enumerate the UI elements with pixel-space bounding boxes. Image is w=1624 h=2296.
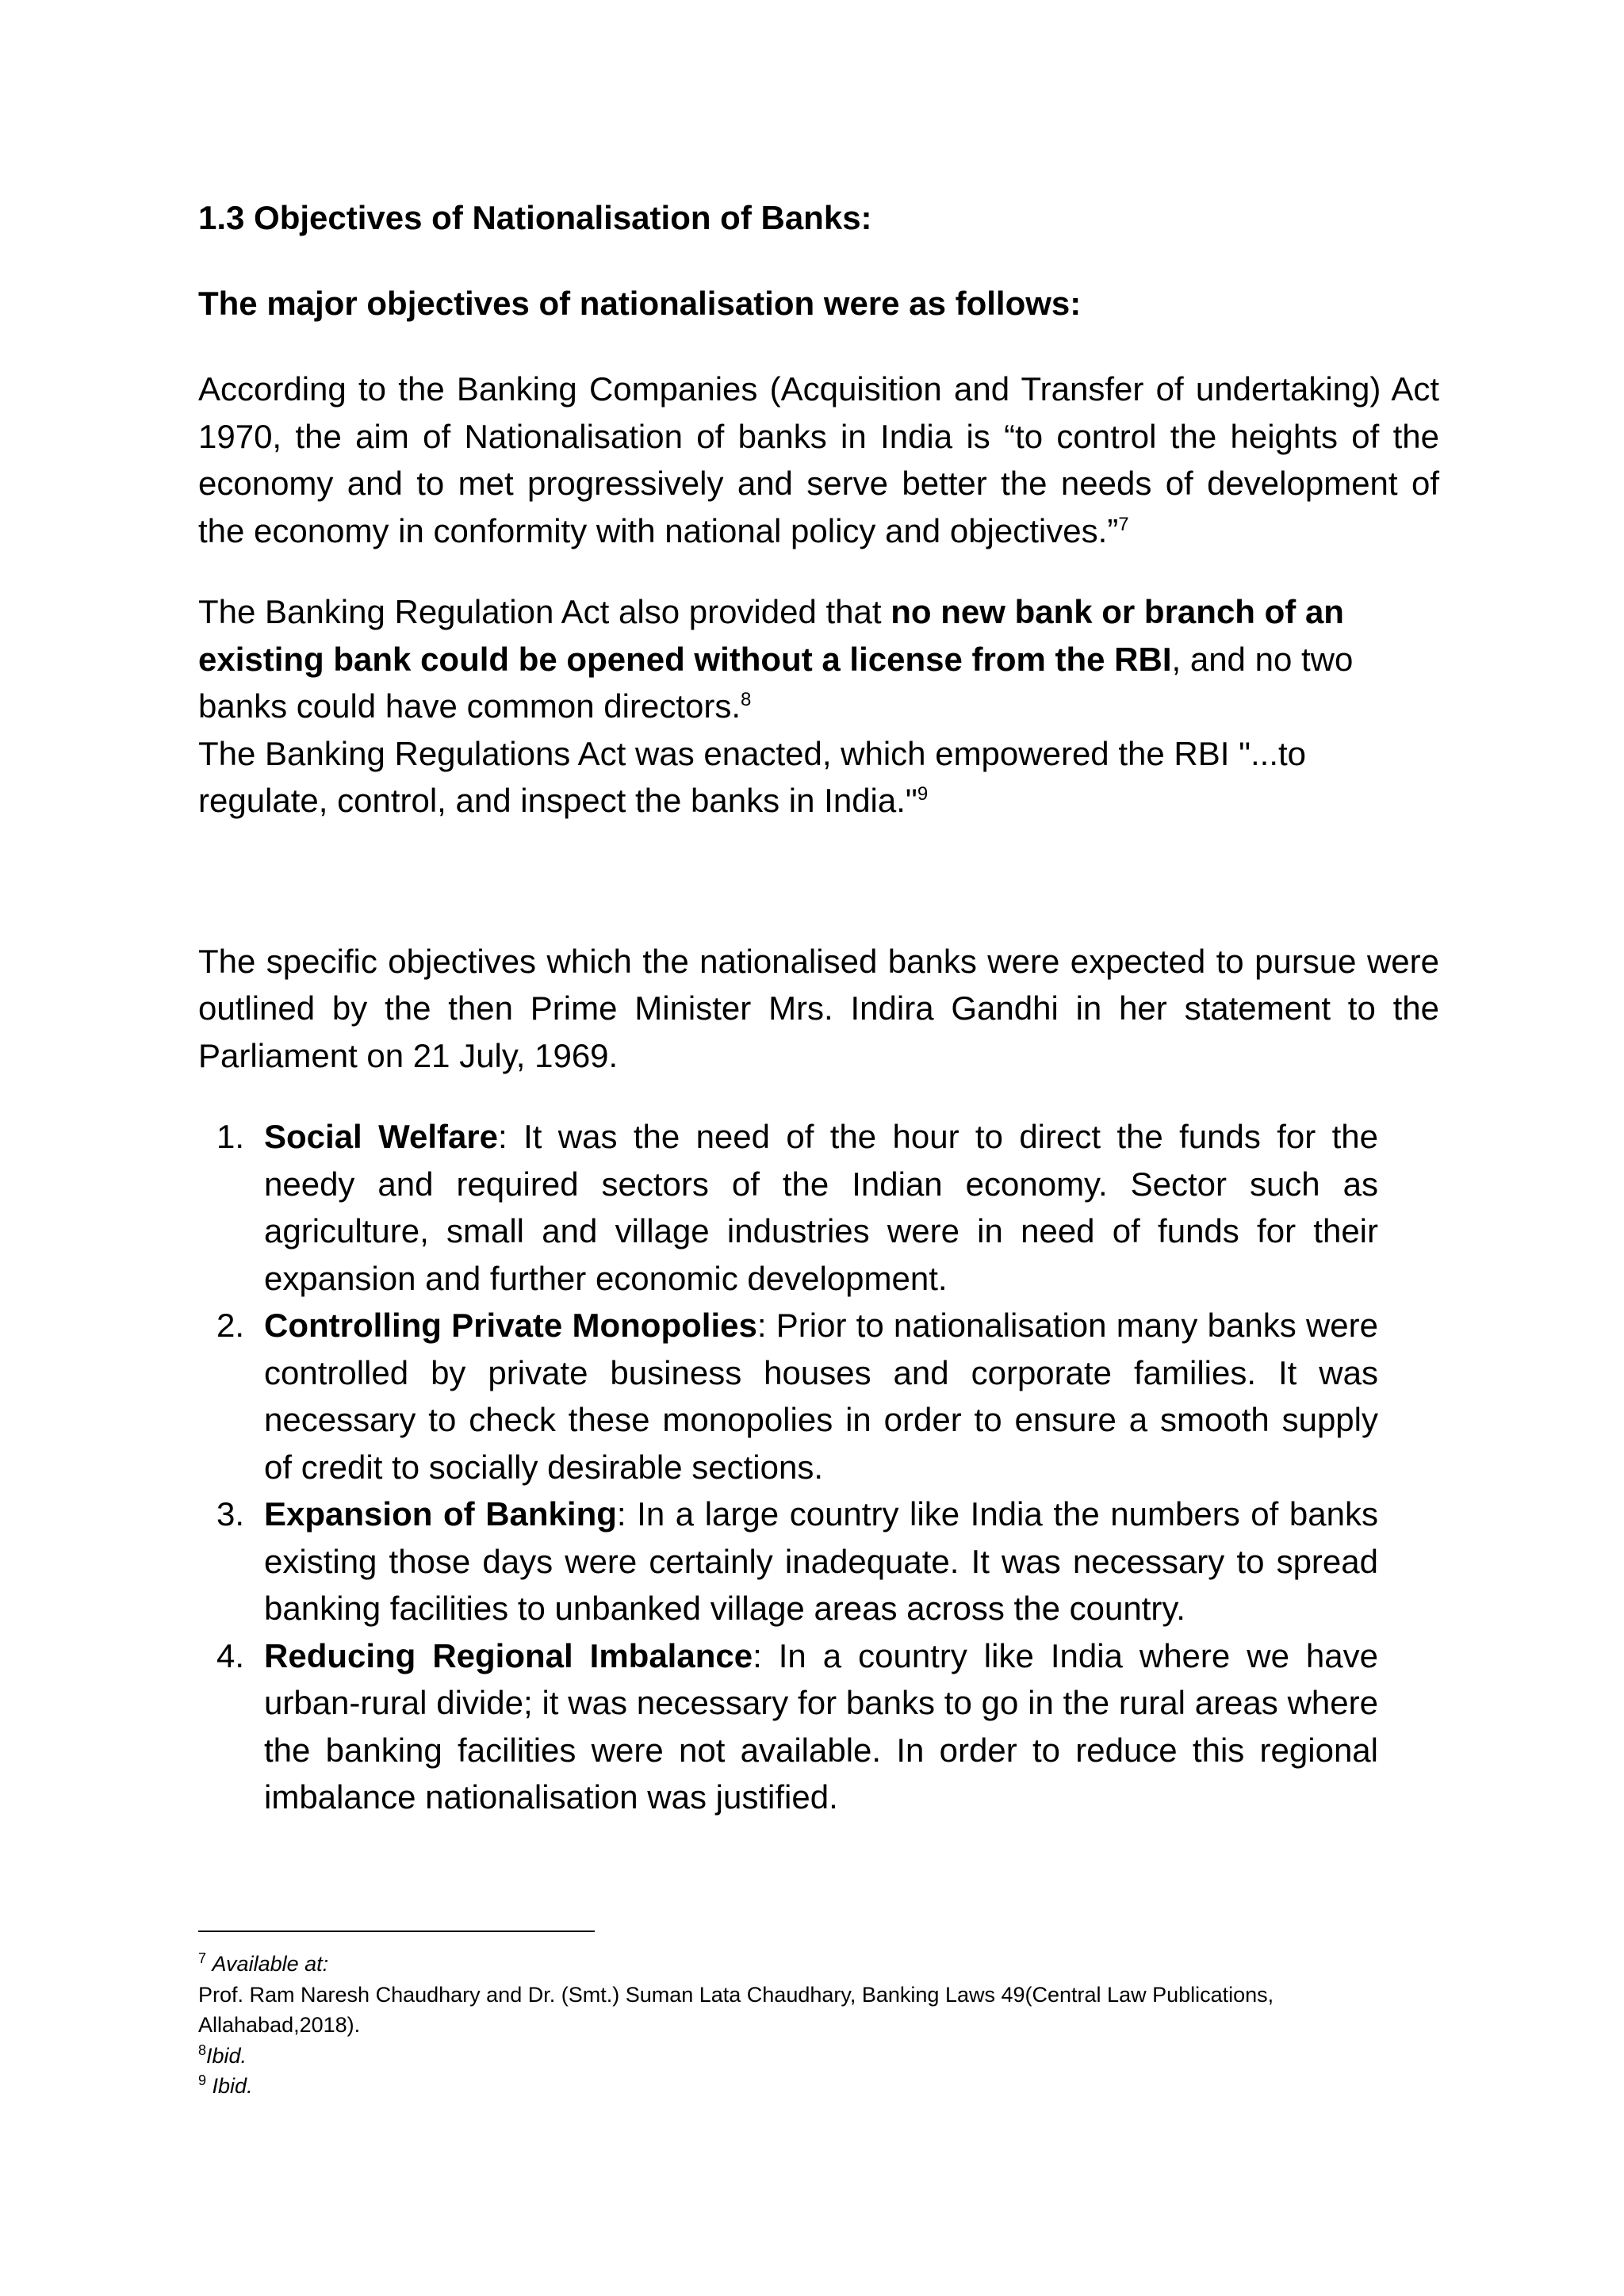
- footnote-ref-8[interactable]: 8: [741, 689, 752, 710]
- paragraph-act-1970: [198, 365, 1439, 554]
- subheading: The major objectives of nationalisation were as follows:: [198, 285, 1082, 322]
- list-item-title: Reducing Regional Imbalance: [264, 1636, 753, 1674]
- footnote-9: [198, 2071, 1439, 2102]
- footnote-8: [198, 2041, 1439, 2072]
- footnote-marker: 8: [198, 2042, 207, 2058]
- footnote-text: Ibid.: [212, 2074, 253, 2098]
- footnote-marker: 7: [198, 1950, 207, 1966]
- paragraph-text: , and no two banks could have common directors.: [198, 640, 1354, 725]
- footnotes: [198, 1949, 1439, 2102]
- list-item: [198, 1113, 1378, 1302]
- list-item: [198, 1302, 1378, 1490]
- list-item: [198, 1632, 1378, 1821]
- list-item-number: 1.: [216, 1118, 245, 1155]
- footnote-label: Available at:: [212, 1952, 329, 1976]
- list-item-number: 4.: [216, 1636, 245, 1674]
- list-item-title: Controlling Private Monopolies: [264, 1307, 757, 1344]
- footnote-ref-7[interactable]: 7: [1118, 513, 1129, 535]
- footnote-separator: [198, 1931, 595, 1932]
- paragraph-text: The Banking Regulation Act also provided that: [198, 593, 891, 630]
- list-item-number: 3.: [216, 1495, 245, 1533]
- footnote-text: Ibid.: [206, 2043, 247, 2068]
- list-item-text: : It was the need of the hour to direct the funds for the needy and required sectors of the Indian economy. Sector such as agriculture, small and village industries were in need of funds for their expansion and further economic development.: [264, 1118, 1378, 1297]
- paragraph-specific-objectives: The specific objectives which the nationalised banks were expected to pursue were outlined by the then Prime Minister Mrs. Indira Gandhi in her statement to the Parliament on 21 July, 1969.: [198, 942, 1439, 1074]
- footnote-7-citation: Prof. Ram Naresh Chaudhary and Dr. (Smt.) Suman Lata Chaudhary, Banking Laws 49(Central Law Publications, Allahabad,2018).: [198, 1982, 1274, 2037]
- list-item-text: : Prior to nationalisation many banks were controlled by private business houses and corporate families. It was necessary to check these monopolies in order to ensure a smooth supply of credit to socially desirable sections.: [264, 1307, 1378, 1486]
- footnote-ref-9[interactable]: 9: [917, 783, 929, 805]
- list-item-number: 2.: [216, 1307, 245, 1344]
- paragraph-text: The Banking Regulations Act was enacted, which empowered the RBI "...to regulate, control, and inspect the banks in India.": [198, 734, 1307, 819]
- list-item-text: : In a country like India where we have urban-rural divide; it was necessary for banks to go in the rural areas where the banking facilities were not available. In order to reduce this regional imbalance nationalisation was justified.: [264, 1636, 1378, 1816]
- section-heading: 1.3 Objectives of Nationalisation of Banks:: [198, 199, 872, 236]
- list-item-title: Social Welfare: [264, 1118, 499, 1155]
- document-body: [198, 194, 1439, 1821]
- objectives-list: [198, 1113, 1439, 1821]
- list-item: [198, 1490, 1378, 1632]
- paragraph-text: According to the Banking Companies (Acquisition and Transfer of undertaking) Act 1970, the aim of Nationalisation of banks in India is “to control the heights of the economy and to met progressively and serve better the needs of development of the economy in conformity with national policy and objectives.”: [198, 370, 1439, 549]
- list-item-text: : In a large country like India the numbers of banks existing those days were certainly inadequate. It was necessary to spread banking facilities to unbanked village areas across the country.: [264, 1495, 1378, 1627]
- paragraph-banking-regulation: [198, 588, 1439, 730]
- paragraph-rbi-powers: [198, 730, 1439, 825]
- list-item-title: Expansion of Banking: [264, 1495, 617, 1533]
- paragraph-bold-text: no new bank or branch of an existing bank could be opened without a license from the RBI: [198, 593, 1344, 678]
- footnote-marker: 9: [198, 2072, 207, 2088]
- footnote-7: [198, 1949, 1439, 1980]
